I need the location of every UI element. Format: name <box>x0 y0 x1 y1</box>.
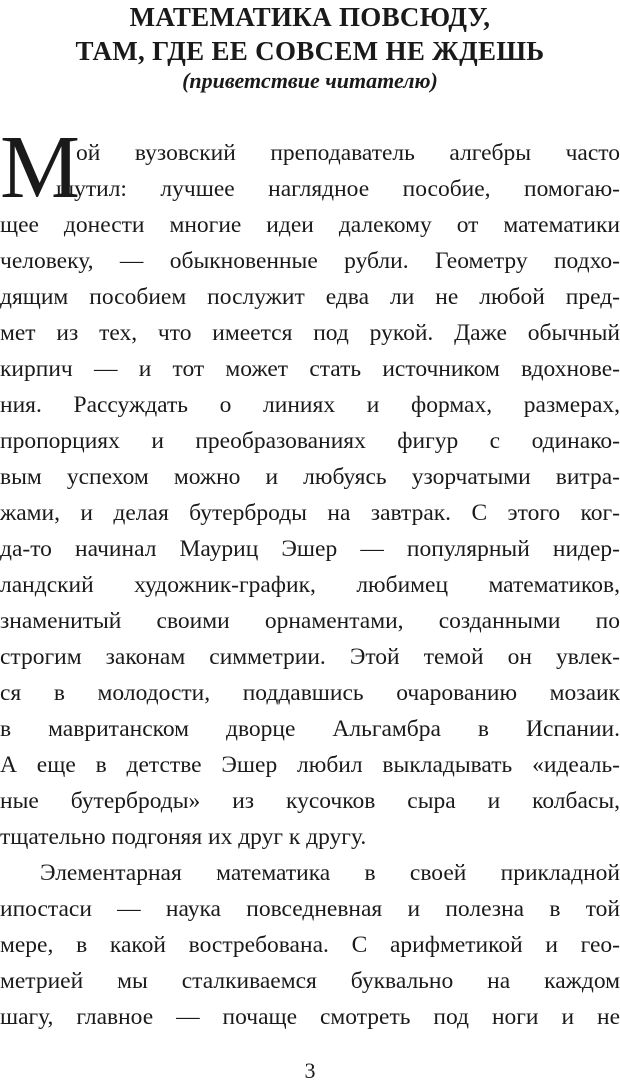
text-line: да-то начинал Мауриц Эшер — популярный нидер- <box>0 536 620 562</box>
text-line: пропорциях и преобразованиях фигур с одинако- <box>0 428 620 454</box>
text-line: мере, в какой востребована. С арифметикой и гео- <box>0 932 620 958</box>
chapter-title-line-1: МАТЕМАТИКА ПОВСЮДУ, <box>129 2 491 32</box>
text-line: ся в молодости, поддавшись очарованию мозаик <box>0 680 620 706</box>
text-line: строгим законам симметрии. Этой темой он увлек- <box>0 644 620 670</box>
text-line: ой вузовский преподаватель алгебры часто <box>76 140 620 166</box>
text-line: знаменитый своими орнаментами, созданными по <box>0 608 620 634</box>
text-line: щее донести многие идеи далекому от математики <box>0 212 620 238</box>
chapter-subtitle: (приветствие читателю) <box>182 68 438 93</box>
drop-cap: М <box>0 118 81 217</box>
chapter-title-line-2: ТАМ, ГДЕ ЕЕ СОВСЕМ НЕ ЖДЕШЬ <box>75 36 545 66</box>
text-line: в мавританском дворце Альгамбра в Испании. <box>0 716 620 742</box>
text-line: шутил: лучшее наглядное пособие, помогаю- <box>56 176 620 202</box>
text-line: жами, и делая бутерброды на завтрак. С этого ког- <box>0 500 620 526</box>
text-line: кирпич — и тот может стать источником вдохнове- <box>0 356 620 382</box>
text-line: ландский художник-график, любимец математиков, <box>0 572 620 598</box>
text-line: А еще в детстве Эшер любил выкладывать «идеаль- <box>0 752 620 778</box>
text-line: Элементарная математика в своей прикладной <box>40 860 620 886</box>
text-line: ные бутерброды» из кусочков сыра и колбасы, <box>0 788 620 814</box>
text-line: шагу, главное — почаще смотреть под ноги и не <box>0 1004 620 1030</box>
text-line: дящим пособием послужит едва ли не любой пред- <box>0 284 620 310</box>
text-line: человеку, — обыкновенные рубли. Геометру подхо- <box>0 248 620 274</box>
text-line: вым успехом можно и любуясь узорчатыми витра- <box>0 464 620 490</box>
text-line: мет из тех, что имеется под рукой. Даже обычный <box>0 320 620 346</box>
text-line: ипостаси — наука повседневная и полезна в той <box>0 896 620 922</box>
text-line: тщательно подгоняя их друг к другу. <box>0 824 367 850</box>
chapter-title <box>0 0 620 68</box>
text-line: метрией мы сталкиваемся буквально на каждом <box>0 968 620 994</box>
text-line: ния. Рассуждать о линиях и формах, размерах, <box>0 392 620 418</box>
page-number: 3 <box>304 1058 316 1083</box>
